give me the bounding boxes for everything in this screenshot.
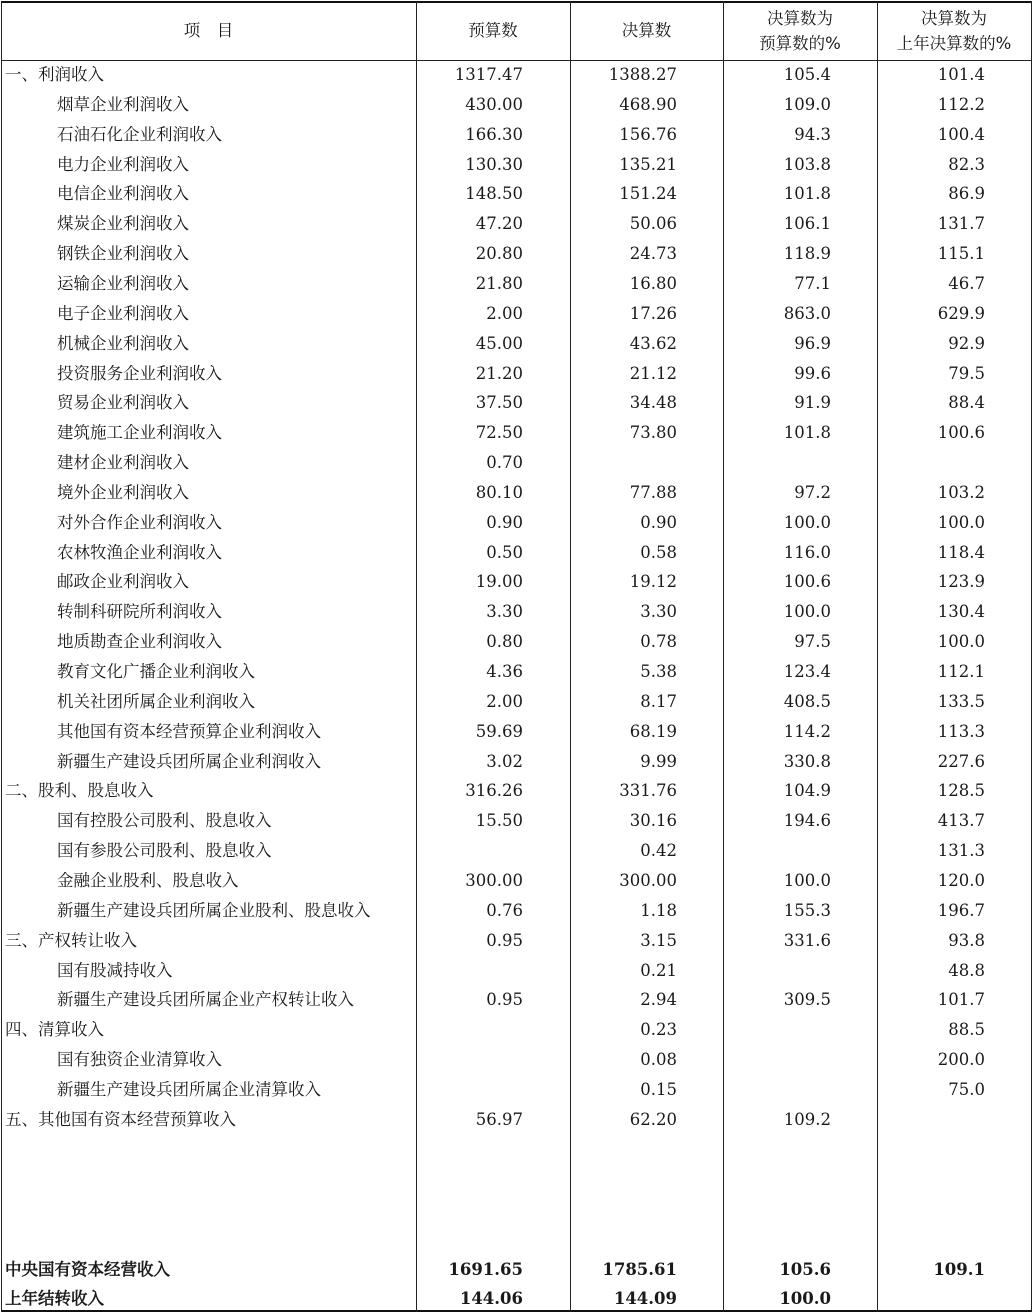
header-budget bbox=[416, 1, 570, 60]
cell-pct-budget: 101.8 bbox=[783, 184, 831, 204]
cell-final bbox=[545, 448, 677, 478]
cell-pct-budget: 103.8 bbox=[783, 154, 831, 174]
cell-pct-prev: 196.7 bbox=[937, 900, 985, 920]
cell-name: 四、清算收入 bbox=[5, 1020, 104, 1040]
cell-pct-prev: 123.9 bbox=[937, 572, 985, 592]
cell-final: 0.08 bbox=[640, 1050, 677, 1070]
cell-name: 建筑施工企业利润收入 bbox=[57, 423, 222, 443]
cell-budget: 56.97 bbox=[475, 1109, 523, 1129]
cell-final: 17.26 bbox=[629, 303, 677, 323]
cell-pct-budget bbox=[701, 1075, 831, 1105]
cell-budget: 0.95 bbox=[486, 930, 523, 950]
cell-pct-budget bbox=[701, 956, 831, 986]
cell-pct-budget: 114.2 bbox=[783, 721, 831, 741]
table-row bbox=[1, 866, 1032, 896]
cell-pct-prev: 88.4 bbox=[948, 393, 985, 413]
cell-pct-prev: 93.8 bbox=[948, 930, 985, 950]
cell-budget: 130.30 bbox=[465, 154, 523, 174]
table-row bbox=[1, 776, 1032, 806]
table-row bbox=[1, 60, 1032, 90]
cell-name: 建材企业利润收入 bbox=[57, 453, 189, 473]
cell-name: 新疆生产建设兵团所属企业产权转让收入 bbox=[57, 990, 354, 1010]
cell-name: 金融企业股利、股息收入 bbox=[57, 870, 239, 890]
table-row bbox=[1, 747, 1032, 777]
cell-final: 19.12 bbox=[629, 572, 677, 592]
cell-name: 五、其他国有资本经营预算收入 bbox=[5, 1109, 236, 1129]
cell-pct-prev: 48.8 bbox=[948, 960, 985, 980]
table-row bbox=[1, 717, 1032, 747]
cell-budget: 3.02 bbox=[486, 751, 523, 771]
table-row bbox=[1, 1075, 1032, 1105]
cell-budget: 15.50 bbox=[475, 811, 523, 831]
table-row bbox=[1, 985, 1032, 1015]
total-cell-name: 上年结转收入 bbox=[5, 1289, 104, 1309]
cell-budget: 316.26 bbox=[465, 781, 523, 801]
cell-name: 钢铁企业利润收入 bbox=[57, 244, 189, 264]
cell-final: 34.48 bbox=[629, 393, 677, 413]
table-row bbox=[1, 1015, 1032, 1045]
header-final bbox=[570, 1, 723, 60]
cell-pct-budget: 91.9 bbox=[794, 393, 831, 413]
header-pct-budget bbox=[723, 1, 877, 60]
cell-final: 0.15 bbox=[640, 1079, 677, 1099]
cell-pct-prev: 128.5 bbox=[937, 781, 985, 801]
table-row bbox=[1, 388, 1032, 418]
cell-name: 机关社团所属企业利润收入 bbox=[57, 691, 255, 711]
table-row bbox=[1, 269, 1032, 299]
cell-final: 331.76 bbox=[619, 781, 677, 801]
cell-pct-budget: 104.9 bbox=[783, 781, 831, 801]
cell-pct-prev: 118.4 bbox=[937, 542, 985, 562]
cell-final: 0.21 bbox=[640, 960, 677, 980]
table-row bbox=[1, 597, 1032, 627]
cell-budget: 19.00 bbox=[475, 572, 523, 592]
cell-name: 农林牧渔企业利润收入 bbox=[57, 542, 222, 562]
table-row bbox=[1, 657, 1032, 687]
table-row bbox=[1, 836, 1032, 866]
table-row bbox=[1, 150, 1032, 180]
table-row bbox=[1, 806, 1032, 836]
cell-final: 8.17 bbox=[640, 691, 677, 711]
cell-final: 24.73 bbox=[629, 244, 677, 264]
cell-pct-budget bbox=[701, 836, 831, 866]
cell-pct-budget: 77.1 bbox=[794, 273, 831, 293]
table-row bbox=[1, 478, 1032, 508]
table-row bbox=[1, 120, 1032, 150]
header-budget-label: 预算数 bbox=[468, 21, 518, 40]
cell-name: 国有参股公司股利、股息收入 bbox=[57, 841, 272, 861]
cell-final: 62.20 bbox=[629, 1109, 677, 1129]
cell-budget: 0.95 bbox=[486, 990, 523, 1010]
cell-budget: 0.50 bbox=[486, 542, 523, 562]
cell-pct-prev: 100.0 bbox=[937, 512, 985, 532]
cell-final: 43.62 bbox=[629, 333, 677, 353]
table-row bbox=[1, 179, 1032, 209]
cell-final: 468.90 bbox=[619, 94, 677, 114]
cell-budget: 430.00 bbox=[465, 94, 523, 114]
cell-pct-prev: 133.5 bbox=[937, 691, 985, 711]
table-row bbox=[1, 1045, 1032, 1075]
cell-final: 151.24 bbox=[619, 184, 677, 204]
total-cell-final: 144.09 bbox=[613, 1289, 677, 1309]
cell-pct-prev: 86.9 bbox=[948, 184, 985, 204]
cell-name: 对外合作企业利润收入 bbox=[57, 512, 222, 532]
header-pct-prev-line2: 上年决算数的% bbox=[896, 33, 1012, 53]
cell-final: 0.23 bbox=[640, 1020, 677, 1040]
cell-pct-budget: 94.3 bbox=[794, 124, 831, 144]
table-row bbox=[1, 90, 1032, 120]
total-cell-pct-budget: 100.0 bbox=[779, 1289, 831, 1309]
cell-budget: 0.80 bbox=[486, 632, 523, 652]
cell-pct-prev: 629.9 bbox=[937, 303, 985, 323]
cell-pct-budget: 105.4 bbox=[783, 65, 831, 84]
cell-pct-prev: 75.0 bbox=[948, 1079, 985, 1099]
cell-pct-prev: 100.6 bbox=[937, 423, 985, 443]
cell-pct-budget: 100.0 bbox=[783, 602, 831, 622]
table-row bbox=[1, 956, 1032, 986]
cell-final: 3.15 bbox=[640, 930, 677, 950]
cell-final: 0.58 bbox=[640, 542, 677, 562]
table-row bbox=[1, 418, 1032, 448]
cell-pct-prev: 88.5 bbox=[948, 1020, 985, 1040]
table-row bbox=[1, 299, 1032, 329]
cell-name: 新疆生产建设兵团所属企业清算收入 bbox=[57, 1079, 321, 1099]
cell-budget: 21.20 bbox=[475, 363, 523, 383]
cell-pct-budget: 309.5 bbox=[783, 990, 831, 1010]
total-cell-budget: 144.06 bbox=[459, 1289, 523, 1309]
cell-budget: 45.00 bbox=[475, 333, 523, 353]
cell-pct-prev bbox=[853, 448, 985, 478]
table-row bbox=[1, 538, 1032, 568]
cell-final: 3.30 bbox=[640, 602, 677, 622]
cell-budget: 300.00 bbox=[465, 870, 523, 890]
cell-final: 156.76 bbox=[619, 124, 677, 144]
cell-pct-prev: 115.1 bbox=[937, 244, 985, 264]
cell-pct-prev: 120.0 bbox=[937, 870, 985, 890]
cell-final: 16.80 bbox=[629, 273, 677, 293]
cell-pct-budget: 109.2 bbox=[783, 1109, 831, 1129]
cell-pct-budget: 101.8 bbox=[783, 423, 831, 443]
total-cell-name: 中央国有资本经营收入 bbox=[5, 1259, 170, 1279]
cell-pct-budget: 96.9 bbox=[794, 333, 831, 353]
cell-pct-budget: 100.6 bbox=[783, 572, 831, 592]
table-row bbox=[1, 926, 1032, 956]
total-cell-budget: 1691.65 bbox=[448, 1259, 523, 1279]
total-cell-pct-prev: 109.1 bbox=[933, 1259, 985, 1279]
cell-pct-prev: 112.2 bbox=[937, 94, 985, 114]
cell-budget bbox=[391, 1015, 523, 1045]
cell-budget: 0.90 bbox=[486, 512, 523, 532]
cell-budget: 148.50 bbox=[465, 184, 523, 204]
cell-pct-budget: 123.4 bbox=[783, 662, 831, 681]
cell-name: 电信企业利润收入 bbox=[57, 184, 189, 204]
cell-pct-budget: 100.0 bbox=[783, 512, 831, 532]
cell-final: 1.18 bbox=[640, 900, 677, 920]
cell-name: 地质勘查企业利润收入 bbox=[57, 632, 222, 652]
cell-pct-prev: 227.6 bbox=[937, 751, 985, 771]
cell-final: 9.99 bbox=[640, 751, 677, 771]
cell-pct-prev: 101.7 bbox=[937, 990, 985, 1010]
table-row bbox=[1, 508, 1032, 538]
total-row bbox=[1, 1284, 1032, 1314]
cell-pct-budget: 863.0 bbox=[783, 303, 831, 323]
cell-pct-prev: 130.4 bbox=[937, 602, 985, 622]
cell-pct-budget: 330.8 bbox=[783, 751, 831, 771]
cell-name: 石油石化企业利润收入 bbox=[57, 124, 222, 144]
table-row bbox=[1, 239, 1032, 269]
cell-budget: 166.30 bbox=[465, 124, 523, 144]
total-row bbox=[1, 1255, 1032, 1285]
cell-budget bbox=[391, 1075, 523, 1105]
cell-name: 转制科研院所利润收入 bbox=[57, 602, 222, 622]
cell-pct-prev: 101.4 bbox=[937, 65, 985, 84]
total-cell-pct-prev bbox=[853, 1284, 985, 1314]
cell-name: 贸易企业利润收入 bbox=[57, 393, 189, 413]
cell-budget: 47.20 bbox=[475, 214, 523, 234]
cell-pct-budget: 97.5 bbox=[794, 632, 831, 652]
cell-pct-prev: 92.9 bbox=[948, 333, 985, 353]
cell-final: 30.16 bbox=[629, 811, 677, 831]
cell-pct-budget: 106.1 bbox=[783, 214, 831, 234]
table-row bbox=[1, 329, 1032, 359]
cell-pct-budget bbox=[701, 448, 831, 478]
cell-name: 一、利润收入 bbox=[5, 65, 104, 84]
cell-pct-prev: 131.7 bbox=[937, 214, 985, 234]
cell-budget: 72.50 bbox=[475, 423, 523, 443]
cell-budget: 1317.47 bbox=[454, 65, 523, 84]
cell-budget: 0.76 bbox=[486, 900, 523, 920]
header-pct-budget-line1: 决算数为 bbox=[767, 8, 833, 28]
cell-pct-prev: 112.1 bbox=[937, 662, 985, 681]
cell-pct-prev: 113.3 bbox=[937, 721, 985, 741]
cell-pct-prev bbox=[853, 1105, 985, 1135]
cell-pct-budget bbox=[701, 1015, 831, 1045]
cell-pct-prev: 200.0 bbox=[937, 1050, 985, 1070]
cell-name: 国有控股公司股利、股息收入 bbox=[57, 811, 272, 831]
cell-pct-prev: 103.2 bbox=[937, 482, 985, 502]
cell-budget: 20.80 bbox=[475, 244, 523, 264]
table-row bbox=[1, 1105, 1032, 1135]
cell-budget: 2.00 bbox=[486, 691, 523, 711]
cell-name: 煤炭企业利润收入 bbox=[57, 214, 189, 234]
cell-pct-budget: 194.6 bbox=[783, 811, 831, 831]
cell-name: 机械企业利润收入 bbox=[57, 333, 189, 353]
cell-budget bbox=[391, 956, 523, 986]
cell-final: 50.06 bbox=[629, 214, 677, 234]
cell-budget: 4.36 bbox=[486, 662, 523, 681]
total-cell-final: 1785.61 bbox=[602, 1259, 677, 1279]
cell-name: 烟草企业利润收入 bbox=[57, 94, 189, 114]
cell-final: 77.88 bbox=[629, 482, 677, 502]
table-row bbox=[1, 627, 1032, 657]
cell-budget: 2.00 bbox=[486, 303, 523, 323]
cell-name: 邮政企业利润收入 bbox=[57, 572, 189, 592]
cell-pct-prev: 100.0 bbox=[937, 632, 985, 652]
cell-final: 5.38 bbox=[640, 662, 677, 681]
header-item bbox=[1, 1, 416, 60]
cell-name: 二、股利、股息收入 bbox=[5, 781, 154, 801]
header-pct-budget-line2: 预算数的% bbox=[759, 33, 841, 53]
cell-pct-budget: 116.0 bbox=[783, 542, 831, 562]
cell-pct-budget: 155.3 bbox=[783, 900, 831, 920]
cell-final: 0.90 bbox=[640, 512, 677, 532]
cell-pct-prev: 79.5 bbox=[948, 363, 985, 383]
cell-name: 电子企业利润收入 bbox=[57, 303, 189, 323]
total-cell-pct-budget: 105.6 bbox=[779, 1259, 831, 1279]
cell-final: 1388.27 bbox=[608, 65, 677, 84]
header-final-label: 决算数 bbox=[621, 21, 672, 40]
table-row bbox=[1, 209, 1032, 239]
table-row bbox=[1, 448, 1032, 478]
cell-name: 国有股减持收入 bbox=[57, 960, 173, 980]
cell-final: 0.42 bbox=[640, 841, 677, 861]
cell-final: 21.12 bbox=[629, 363, 677, 383]
cell-pct-budget: 118.9 bbox=[783, 244, 831, 264]
cell-pct-budget: 331.6 bbox=[783, 930, 831, 950]
cell-name: 三、产权转让收入 bbox=[5, 930, 137, 950]
cell-pct-prev: 100.4 bbox=[937, 124, 985, 144]
table-row bbox=[1, 359, 1032, 389]
cell-pct-budget: 408.5 bbox=[783, 691, 831, 711]
cell-name: 新疆生产建设兵团所属企业利润收入 bbox=[57, 751, 321, 771]
cell-name: 投资服务企业利润收入 bbox=[57, 363, 222, 383]
cell-pct-budget: 99.6 bbox=[794, 363, 831, 383]
table-row bbox=[1, 687, 1032, 717]
cell-final: 300.00 bbox=[619, 870, 677, 890]
cell-budget: 3.30 bbox=[486, 602, 523, 622]
cell-pct-budget: 100.0 bbox=[783, 870, 831, 890]
table-row bbox=[1, 896, 1032, 926]
cell-budget: 59.69 bbox=[475, 721, 523, 741]
cell-pct-prev: 82.3 bbox=[948, 154, 985, 174]
header-pct-prev-line1: 决算数为 bbox=[921, 8, 987, 28]
cell-pct-budget bbox=[701, 1045, 831, 1075]
cell-pct-prev: 46.7 bbox=[948, 273, 985, 293]
cell-name: 电力企业利润收入 bbox=[57, 154, 189, 174]
cell-final: 0.78 bbox=[640, 632, 677, 652]
cell-budget: 21.80 bbox=[475, 273, 523, 293]
budget-table bbox=[1, 1, 1032, 1312]
cell-name: 国有独资企业清算收入 bbox=[57, 1050, 222, 1070]
cell-name: 教育文化广播企业利润收入 bbox=[57, 662, 255, 681]
cell-pct-prev: 131.3 bbox=[937, 841, 985, 861]
header-item-label: 项 目 bbox=[183, 21, 234, 40]
cell-name: 运输企业利润收入 bbox=[57, 273, 189, 293]
cell-name: 境外企业利润收入 bbox=[57, 482, 189, 502]
cell-pct-budget: 109.0 bbox=[783, 94, 831, 114]
cell-name: 新疆生产建设兵团所属企业股利、股息收入 bbox=[57, 900, 371, 920]
cell-budget bbox=[391, 836, 523, 866]
cell-budget: 37.50 bbox=[475, 393, 523, 413]
cell-budget: 80.10 bbox=[475, 482, 523, 502]
cell-final: 68.19 bbox=[629, 721, 677, 741]
cell-final: 73.80 bbox=[629, 423, 677, 443]
header-pct-prev bbox=[877, 1, 1031, 60]
cell-pct-budget: 97.2 bbox=[794, 482, 831, 502]
cell-final: 2.94 bbox=[640, 990, 677, 1010]
cell-budget: 0.70 bbox=[486, 453, 523, 473]
cell-budget bbox=[391, 1045, 523, 1075]
cell-name: 其他国有资本经营预算企业利润收入 bbox=[57, 721, 321, 741]
cell-pct-prev: 413.7 bbox=[937, 811, 985, 831]
table-row bbox=[1, 567, 1032, 597]
cell-final: 135.21 bbox=[619, 154, 677, 174]
